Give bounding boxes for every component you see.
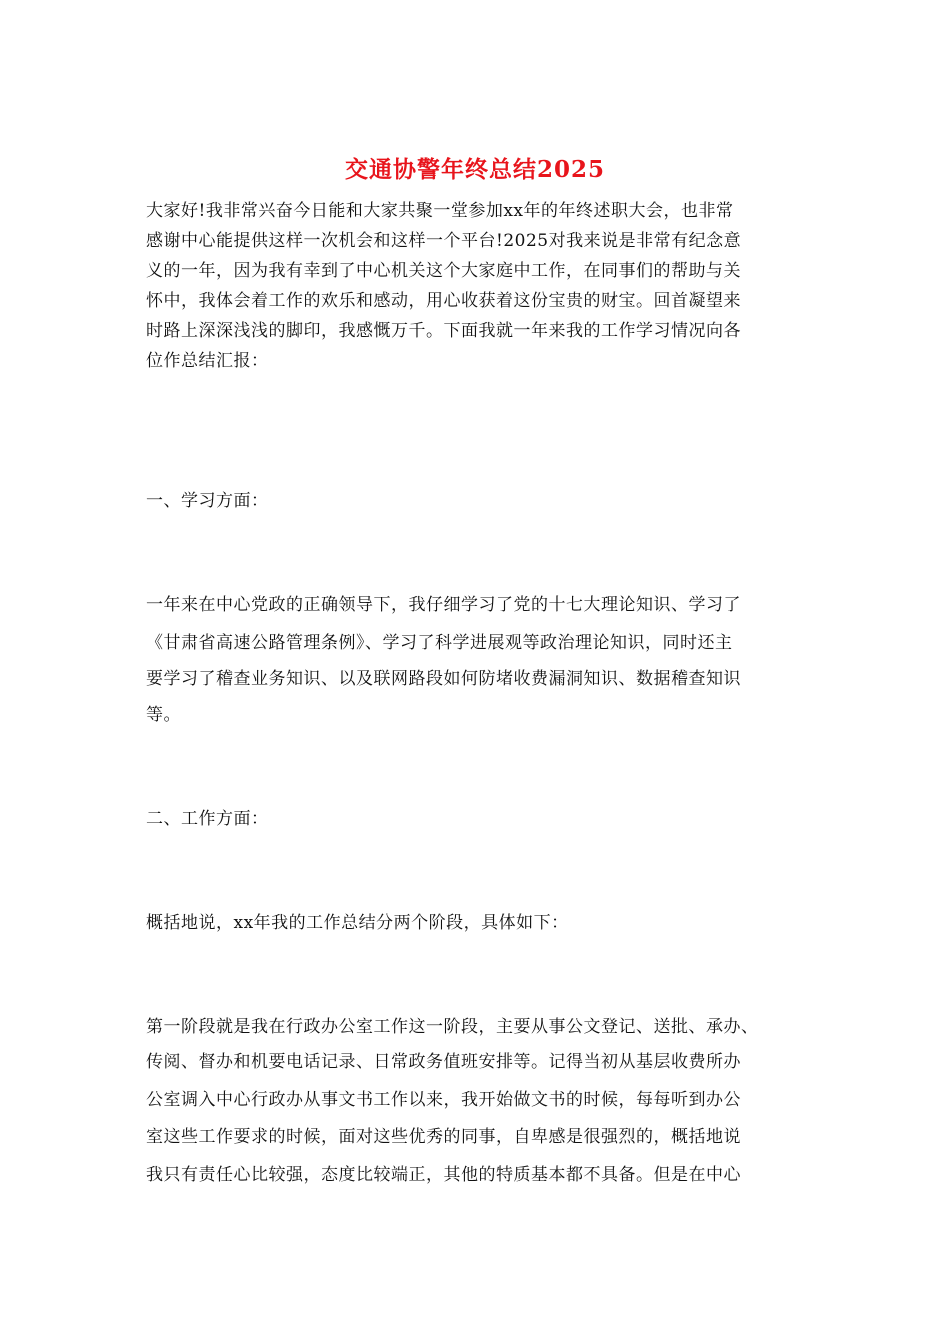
section-heading: 一、学习方面：	[146, 491, 269, 511]
paragraph-line: 等。	[146, 705, 181, 725]
paragraph-line: 感谢中心能提供这样一次机会和这样一个平台!2025对我来说是非常有纪念意	[146, 231, 742, 251]
section-heading: 二、工作方面：	[146, 809, 269, 829]
paragraph-line: 时路上深深浅浅的脚印，我感慨万千。下面我就一年来我的工作学习情况向各	[146, 321, 741, 341]
paragraph-line: 位作总结汇报：	[146, 351, 269, 371]
paragraph-line: 室这些工作要求的时候，面对这些优秀的同事，自卑感是很强烈的，概括地说	[146, 1127, 741, 1147]
paragraph-line: 要学习了稽查业务知识、以及联网路段如何防堵收费漏洞知识、数据稽查知识	[146, 669, 741, 689]
paragraph-line: 《甘肃省高速公路管理条例》、学习了科学进展观等政治理论知识，同时还主	[146, 633, 733, 653]
paragraph-line: 传阅、督办和机要电话记录、日常政务值班安排等。记得当初从基层收费所办	[146, 1052, 741, 1072]
paragraph-line: 一年来在中心党政的正确领导下，我仔细学习了党的十七大理论知识、学习了	[146, 595, 741, 615]
paragraph-line: 公室调入中心行政办从事文书工作以来，我开始做文书的时候，每每听到办公	[146, 1090, 741, 1110]
paragraph-line: 第一阶段就是我在行政办公室工作这一阶段，主要从事公文登记、送批、承办、	[146, 1017, 759, 1037]
paragraph-line: 义的一年，因为我有幸到了中心机关这个大家庭中工作，在同事们的帮助与关	[146, 261, 741, 281]
paragraph-line: 怀中，我体会着工作的欢乐和感动，用心收获着这份宝贵的财宝。回首凝望来	[146, 291, 741, 311]
paragraph-line: 概括地说，xx年我的工作总结分两个阶段，具体如下：	[146, 913, 569, 933]
paragraph-line: 我只有责任心比较强，态度比较端正，其他的特质基本都不具备。但是在中心	[146, 1165, 741, 1185]
document-title: 交通协警年终总结2025	[344, 156, 605, 183]
paragraph-line: 大家好!我非常兴奋今日能和大家共聚一堂参加xx年的年终述职大会，也非常	[146, 201, 734, 221]
